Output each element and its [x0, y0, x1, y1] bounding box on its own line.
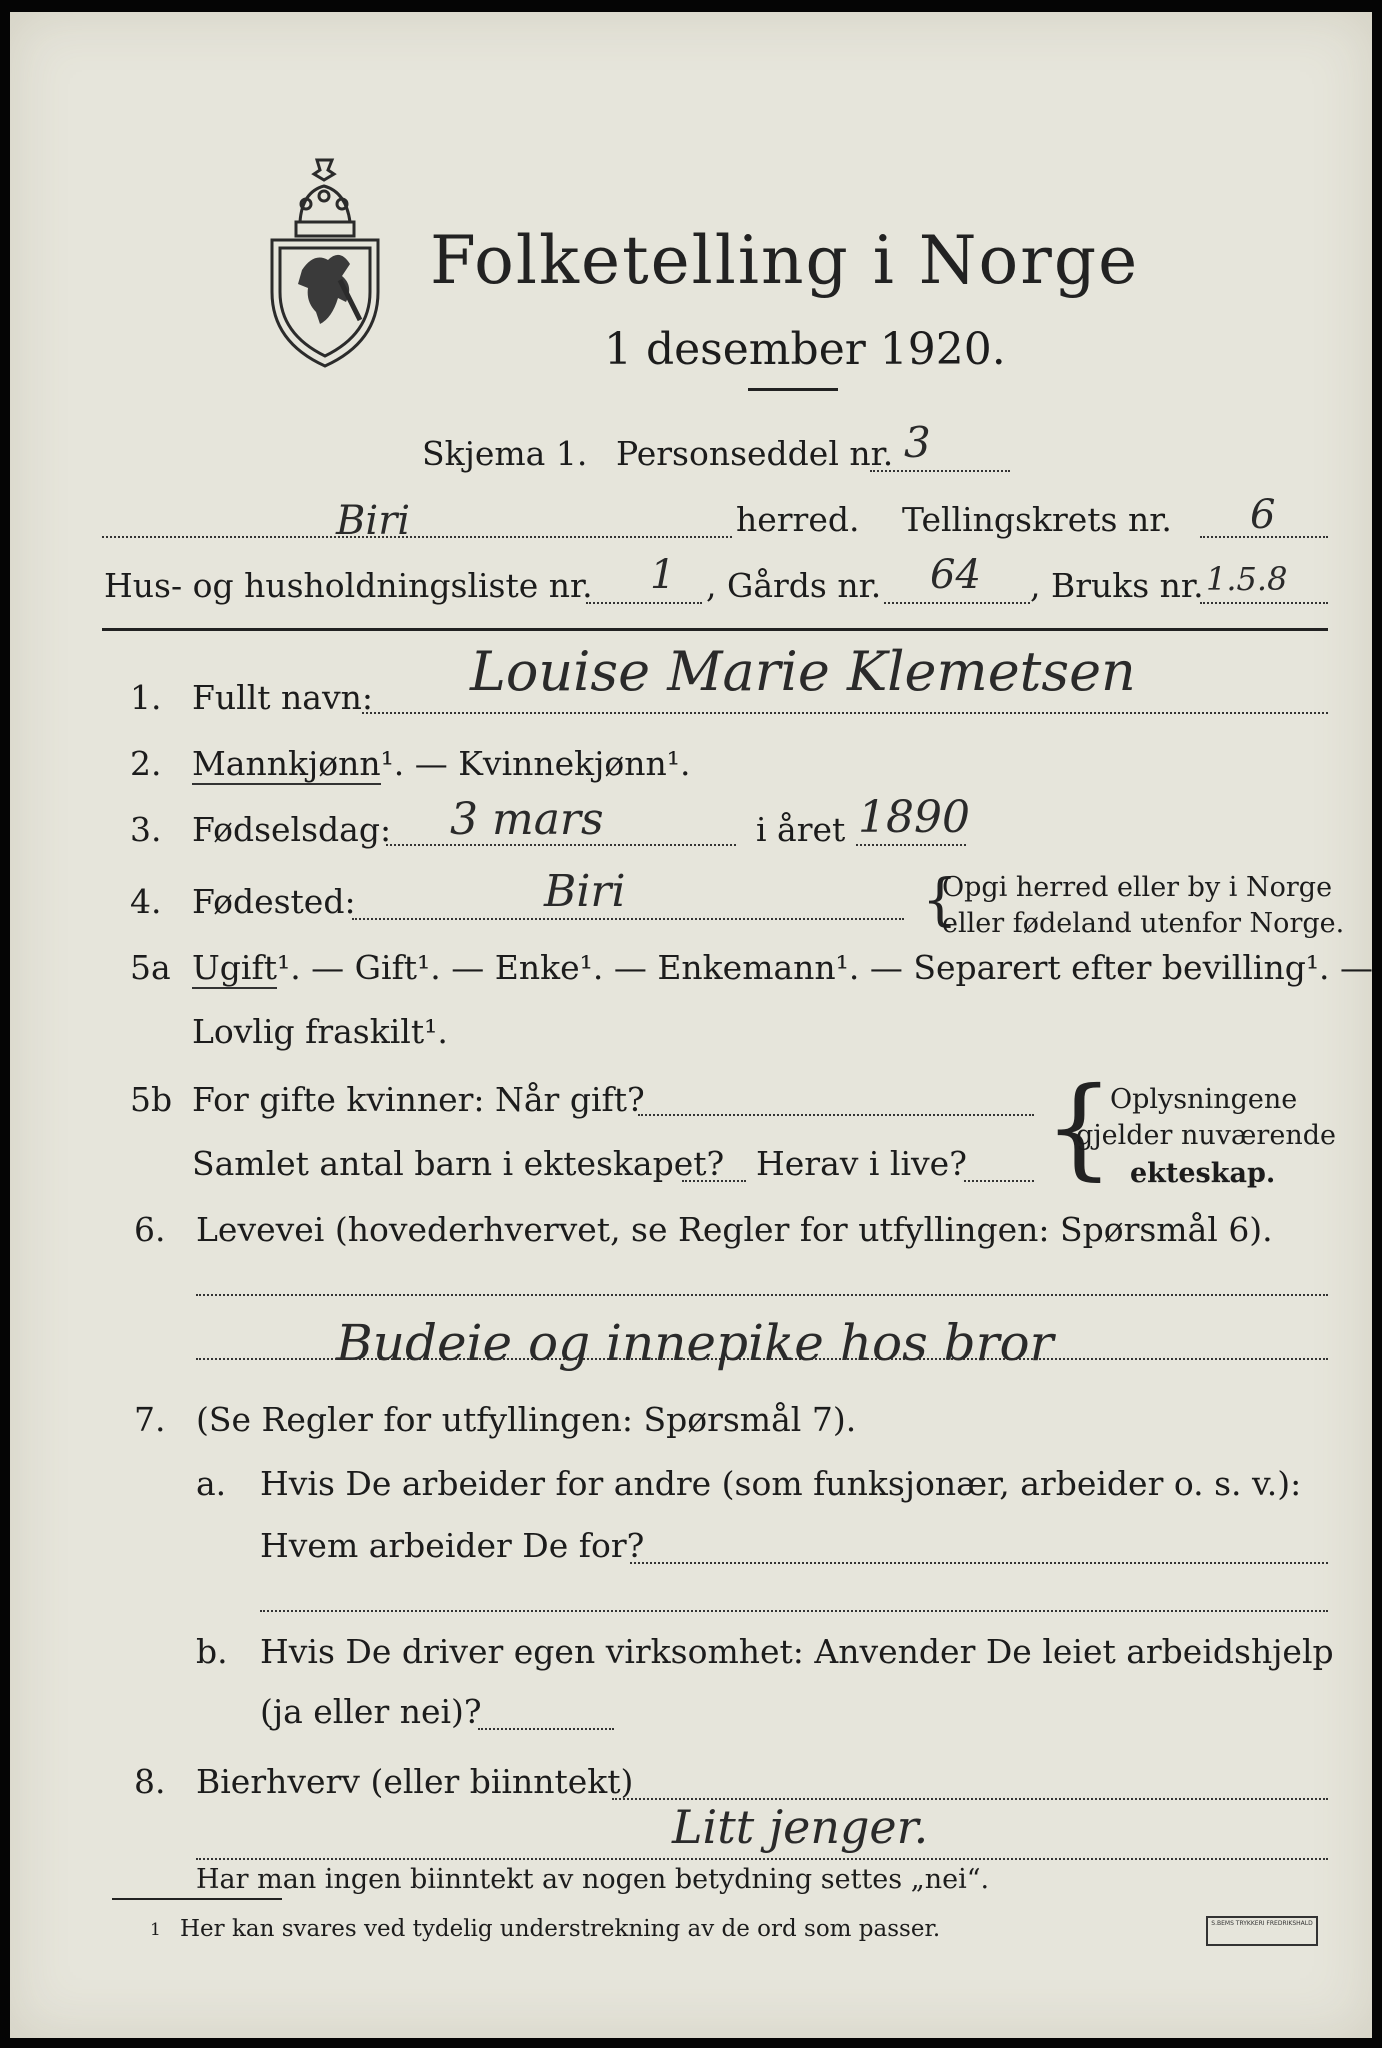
hired-help-field[interactable]: [478, 1728, 614, 1730]
form-date: 1 desember 1920.: [604, 324, 1006, 375]
coat-of-arms-icon: [262, 152, 388, 374]
q2-number: 2.: [130, 744, 162, 783]
herred-label: herred.: [736, 500, 860, 539]
q7-number: 7.: [134, 1400, 166, 1439]
q4-number: 4.: [130, 882, 162, 921]
schema-label: Skjema 1.: [422, 434, 588, 473]
children-alive-field[interactable]: [964, 1180, 1034, 1182]
personseddel-field[interactable]: [870, 470, 1010, 472]
birthday-value: 3 mars: [450, 794, 604, 845]
footnote-divider: [112, 1898, 282, 1900]
full-name-field[interactable]: [362, 712, 1328, 714]
tellingskrets-label: Tellingskrets nr.: [902, 500, 1172, 539]
q4-label: Fødested:: [192, 882, 356, 921]
side-income-value: Litt jenger.: [672, 1800, 929, 1854]
bruks-value: 1.5.8: [1206, 560, 1288, 598]
side-income-field-2[interactable]: [196, 1858, 1328, 1860]
birthplace-field[interactable]: [352, 918, 904, 920]
q5a-line-2[interactable]: Lovlig fraskilt¹.: [192, 1012, 448, 1051]
herred-field[interactable]: [102, 536, 732, 538]
q5b-note-2: gjelder nuværende: [1076, 1120, 1336, 1151]
herred-value: Biri: [336, 498, 411, 544]
option-mannkjonn[interactable]: Mannkjønn: [192, 744, 381, 783]
q6-label: Levevei (hovederhvervet, se Regler for utfyllingen: Spørsmål 6).: [196, 1210, 1273, 1249]
q4-note-2: eller fødeland utenfor Norge.: [942, 908, 1345, 939]
occupation-field-1[interactable]: [196, 1294, 1328, 1296]
q5b-note-1: Oplysningene: [1110, 1084, 1298, 1115]
q4-brace: {: [922, 868, 958, 933]
q5b-label-3: Herav i live?: [756, 1144, 967, 1183]
footnote-text: Her kan svares ved tydelig understrekning av de ord som passer.: [180, 1916, 941, 1942]
gards-field[interactable]: [884, 602, 1030, 604]
hus-field[interactable]: [586, 602, 702, 604]
tellingskrets-value: 6: [1250, 492, 1276, 538]
q5b-number: 5b: [130, 1080, 173, 1119]
q7a-label-2: Hvem arbeider De for?: [260, 1526, 645, 1565]
q5a-number: 5a: [130, 948, 171, 987]
bruks-field[interactable]: [1200, 602, 1328, 604]
q7a-label: Hvis De arbeider for andre (som funksjonær, arbeider o. s. v.):: [260, 1464, 1302, 1503]
census-form-sheet: [10, 12, 1372, 2038]
q6-number: 6.: [134, 1210, 166, 1249]
q5b-label-1: For gifte kvinner: Når gift?: [192, 1080, 645, 1119]
option-ugift[interactable]: Ugift: [192, 948, 277, 987]
gards-label: , Gårds nr.: [706, 566, 882, 605]
footnote-mark: 1: [150, 1920, 161, 1940]
full-name-value: Louise Marie Klemetsen: [470, 640, 1136, 703]
q5a-rest: ¹. — Gift¹. — Enke¹. — Enkemann¹. — Separert efter bevilling¹. —: [276, 948, 1374, 987]
title-divider: [748, 388, 838, 391]
married-date-field[interactable]: [638, 1114, 1034, 1116]
q2-end: ¹.: [666, 744, 691, 783]
form-title: Folketelling i Norge: [430, 222, 1140, 299]
personseddel-value: 3: [904, 418, 931, 467]
children-count-field[interactable]: [682, 1180, 746, 1182]
birth-year-value: 1890: [858, 792, 970, 843]
section-divider: [102, 628, 1328, 631]
q5a-options: [192, 948, 1373, 987]
printer-stamp-text: S.BEMS TRYKKERI FREDRIKSHALD: [1211, 1920, 1313, 1927]
option-kvinnekjonn[interactable]: Kvinnekjønn: [458, 744, 667, 783]
q8-label: Bierhverv (eller biinntekt): [196, 1762, 634, 1801]
birthplace-value: Biri: [544, 866, 626, 917]
occupation-value: Budeie og innepike hos bror: [336, 1314, 1054, 1372]
hus-label: Hus- og husholdningsliste nr.: [104, 566, 593, 605]
q5b-label-2: Samlet antal barn i ekteskapet?: [192, 1144, 725, 1183]
q3-label: Fødselsdag:: [192, 810, 392, 849]
q7a-number: a.: [196, 1464, 227, 1503]
q7b-number: b.: [196, 1632, 228, 1671]
q2-options: [192, 744, 691, 783]
bruks-label: , Bruks nr.: [1030, 566, 1204, 605]
q3-year-label: i året: [756, 810, 846, 849]
employer-field-2[interactable]: [260, 1610, 1328, 1612]
q3-number: 3.: [130, 810, 162, 849]
personseddel-label: Personseddel nr.: [616, 434, 894, 473]
q7b-label: Hvis De driver egen virksomhet: Anvender De leiet arbeidshjelp: [260, 1632, 1334, 1671]
q2-separator: ¹. —: [380, 744, 459, 783]
q1-label: Fullt navn:: [192, 678, 373, 717]
q4-note-1: Opgi herred eller by i Norge: [942, 872, 1333, 903]
birth-year-field[interactable]: [856, 844, 966, 846]
q8-note: Har man ingen biinntekt av nogen betydning settes „nei“.: [196, 1864, 990, 1895]
q7b-label-2: (ja eller nei)?: [260, 1692, 482, 1731]
employer-field-1[interactable]: [630, 1562, 1328, 1564]
q7-label: (Se Regler for utfyllingen: Spørsmål 7).: [196, 1400, 857, 1439]
gards-value: 64: [930, 552, 981, 598]
hus-value: 1: [650, 552, 676, 598]
printer-stamp: [1206, 1916, 1318, 1946]
q5b-note-3: ekteskap.: [1130, 1158, 1276, 1189]
q8-number: 8.: [134, 1762, 166, 1801]
q5b-brace: {: [1044, 1063, 1114, 1191]
q1-number: 1.: [130, 678, 162, 717]
